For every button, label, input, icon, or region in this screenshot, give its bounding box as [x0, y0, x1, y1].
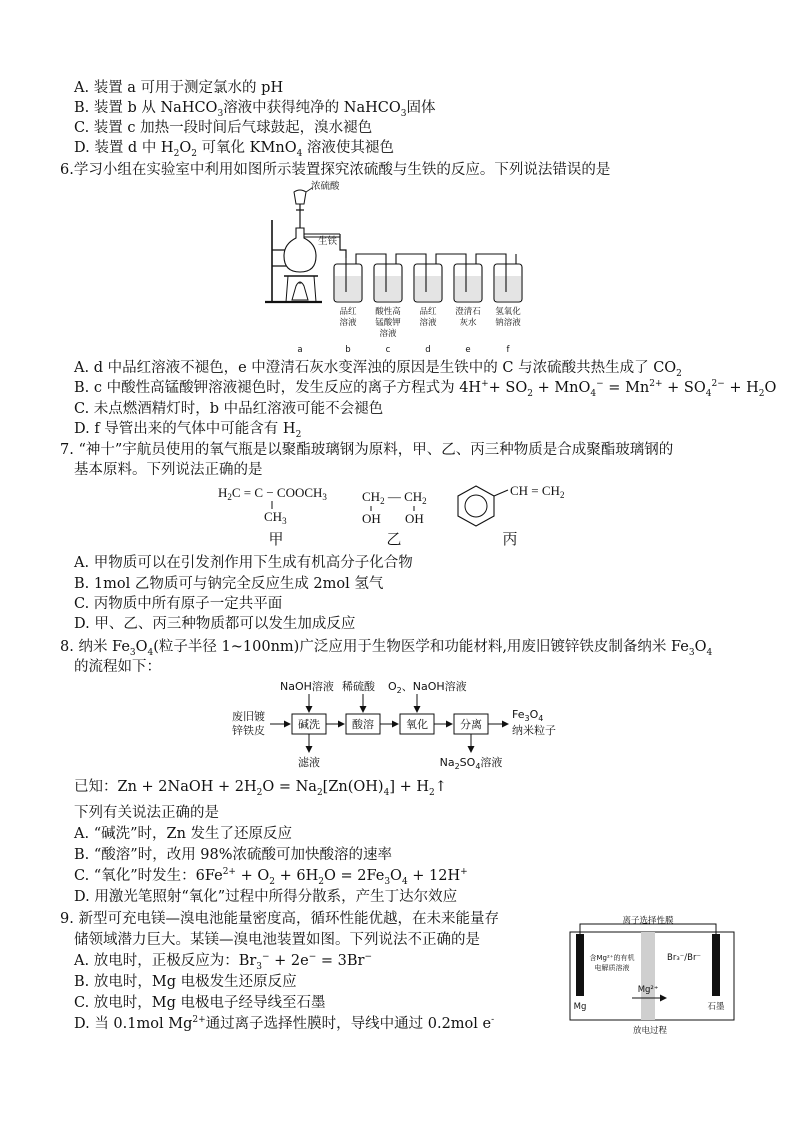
q8-option-c: C. “氧化”时发生：$6Fe^{2+} + O_2 + 6H_2O = 2Fe_3O_4 + 12H^+$ — [74, 867, 468, 887]
q5-d-text2: O — [179, 140, 192, 156]
q6-d-label-1: 品红 — [419, 307, 437, 317]
q9-mg-electrode — [576, 934, 584, 996]
q8-out-na2so4: $Na_2SO_4$溶液 — [439, 756, 503, 771]
q7-label-bing: 丙 — [502, 530, 518, 548]
q8-known-label: 已知： — [74, 779, 118, 795]
q6-bottle-c — [374, 264, 402, 302]
q6-b-eq4: + SO — [662, 380, 706, 396]
q6-option-b: B. c 中酸性高锰酸钾溶液褪色时，发生反应的离子方程式为 $4H^++ SO_2 + MnO_4^- = Mn^{2+} + SO_4^{2-} + H_2O$ — [74, 379, 777, 399]
q6-f-label-2: 钠溶液 — [495, 318, 521, 328]
q6-apparatus-figure — [262, 180, 542, 358]
q8-flowchart — [228, 676, 568, 774]
q6-letter-f: f — [506, 345, 510, 355]
q7-structure-bing — [458, 483, 564, 548]
q5-b-text1: B. 装置 b 从 NaHCO — [74, 100, 218, 116]
q9-option-a: A. 放电时，正极反应为：$Br_3^- + 2e^- = 3Br^-$ — [74, 952, 373, 972]
q8-known: 已知：Zn + 2NaOH + $2H_2O = Na_2[Zn(OH)_4]$ + $H_2↑$ — [74, 779, 447, 798]
q6-e-label-2: 灰水 — [459, 318, 477, 328]
q6-bottles — [334, 264, 522, 302]
q6-b-text: B. c 中酸性高锰酸钾溶液褪色时，发生反应的离子方程式为 4H — [74, 380, 482, 396]
q8-ask: 下列有关说法正确的是 — [74, 805, 219, 821]
q7-structure-yi — [362, 489, 427, 548]
q7-option-d: D. 甲、乙、丙三种物质都可以发生加成反应 — [74, 616, 356, 632]
q7-label-jia: 甲 — [268, 530, 284, 548]
q8-start-2: 锌铁皮 — [232, 724, 265, 737]
q6-d-label-2: 溶液 — [419, 318, 437, 328]
q8-reagent-acid: 稀硫酸 — [342, 680, 375, 693]
q6-option-d: D. f 导管出来的气体中可能含有 $H_2$ — [74, 421, 302, 440]
q6-c-label-1: 酸性高 — [375, 307, 401, 317]
q8-step-2: 酸溶 — [352, 718, 374, 731]
q7-option-b: B. 1mol 乙物质可与钠完全反应生成 2mol 氢气 — [74, 576, 384, 592]
q5-d-text3: 可氧化 KMnO — [196, 140, 297, 156]
q6-b-label-2: 溶液 — [339, 318, 357, 328]
q9-graphite-electrode — [712, 934, 720, 996]
q6-letter-a: a — [297, 345, 303, 355]
q6-b-label-1: 品红 — [339, 307, 357, 317]
q6-b-eq5: + H — [724, 380, 759, 396]
q9-stem-line1: 9. 新型可充电镁—溴电池能量密度高，循环性能优越，在未来能量存 — [60, 911, 499, 927]
q8-option-a: A. “碱洗”时，Zn 发生了还原反应 — [74, 826, 293, 842]
q9-ion-label: Mg²⁺ — [637, 985, 659, 995]
q9-membrane-label: 离子选择性膜 — [622, 916, 674, 926]
q5-d-text4: 溶液使其褪色 — [302, 140, 394, 156]
q9-left-sol-2: 电解质溶液 — [594, 964, 630, 972]
q5-b-text3: 固体 — [406, 100, 436, 116]
svg-text:CH = CH2: CH = $CH_2$ — [510, 483, 565, 500]
q7-option-c: C. 丙物质中所有原子一定共平面 — [74, 596, 283, 612]
q7-stem-line2: 基本原料。下列说法正确的是 — [74, 462, 263, 478]
q6-letter-c: c — [385, 345, 391, 355]
svg-text:CH3: $CH_3$ — [264, 509, 287, 526]
q6-b-eq1: + SO — [488, 380, 528, 396]
q5-option-a: A. 装置 a 可用于测定氯水的 pH — [74, 80, 284, 96]
q5-option-b: B. 装置 b 从 NaHCO$_3$溶液中获得纯净的 NaHCO$_3$固体 — [74, 100, 436, 119]
q6-c-label-3: 溶液 — [379, 329, 397, 339]
q9-left-sol-1: 含Mg²⁺的有机 — [589, 954, 635, 962]
q8-reagent-naoh: NaOH溶液 — [280, 680, 334, 693]
q5-option-c: C. 装置 c 加热一段时间后气球鼓起，溴水褪色 — [74, 120, 373, 136]
q9-stem-line2: 储领域潜力巨大。某镁—溴电池装置如图。下列说法不正确的是 — [74, 932, 480, 948]
q6-bottle-d — [414, 264, 442, 302]
q6-b-eq6: O — [764, 380, 777, 396]
q8-c-t1: C. “氧化”时发生：6Fe — [74, 868, 223, 884]
q9-option-b: B. 放电时，Mg 电极发生还原反应 — [74, 974, 297, 990]
q5-b-text2: 溶液中获得纯净的 NaHCO — [223, 100, 401, 116]
q6-iron-label: 生铁 — [318, 236, 338, 247]
svg-text:CH2 — CH2: $CH_2$ — $CH_2$ — [362, 489, 427, 506]
q8-stem-t2: O — [135, 639, 148, 655]
q7-structures-figure — [218, 480, 578, 550]
q8-step-4: 分离 — [460, 718, 482, 731]
q8-stem-t1: 8. 纳米 Fe — [60, 639, 130, 655]
q6-bottle-f — [494, 264, 522, 302]
q8-c-t6: + 12H — [407, 868, 461, 884]
q8-reagent-o2: $O_2$、NaOH溶液 — [388, 680, 467, 695]
q8-step-3: 氧化 — [406, 718, 428, 731]
q7-option-a: A. 甲物质可以在引发剂作用下生成有机高分子化合物 — [74, 555, 413, 571]
q6-option-a: A. d 中品红溶液不褪色，e 中澄清石灰水变浑浊的原因是生铁中的 C 与浓硫酸共热生成了 $CO_2$ — [74, 360, 682, 379]
q6-a-text: A. d 中品红溶液不褪色，e 中澄清石灰水变浑浊的原因是生铁中的 C 与浓硫酸共热生成了 CO — [74, 360, 677, 376]
q6-e-label-1: 澄清石 — [455, 307, 481, 317]
q5-d-text1: D. 装置 d 中 H — [74, 140, 174, 156]
q6-letter-b: b — [345, 345, 351, 355]
q9-a-t2: + 2e — [269, 953, 309, 969]
q8-out-filtrate: 滤液 — [298, 756, 320, 769]
q7-structure-jia — [218, 485, 327, 548]
q8-product-fe3o4: $Fe_3O_4$ — [512, 708, 544, 723]
q7-label-yi: 乙 — [386, 530, 402, 548]
q8-c-t5: O — [390, 868, 402, 884]
q5-option-d: D. 装置 d 中 $H_2O_2$ 可氧化 KMnO$_4$ 溶液使其褪色 — [74, 140, 394, 159]
q8-product-nano: 纳米粒子 — [512, 724, 556, 737]
svg-text:H2C = C − COOCH3: $H_2C = C$ − $COOCH_3$ — [218, 485, 327, 502]
q9-option-c: C. 放电时，Mg 电极电子经导线至石墨 — [74, 995, 326, 1011]
q8-known-eq4: ] + H — [389, 779, 429, 795]
q8-known-eq1: Zn + 2NaOH + 2H — [117, 779, 257, 795]
q8-known-eq2: O = Na — [262, 779, 317, 795]
q8-c-t2: + O — [235, 868, 270, 884]
q6-option-c: C. 未点燃酒精灯时，b 中品红溶液可能不会褪色 — [74, 401, 384, 417]
q9-option-d: D. 当 0.1mol $Mg^{2+}$通过离子选择性膜时，导线中通过 0.2mol e- — [74, 1015, 495, 1032]
q6-acid-label: 浓硫酸 — [311, 181, 340, 192]
q8-stem-t4: O — [694, 639, 707, 655]
q8-c-t4: O = 2Fe — [323, 868, 385, 884]
q8-step-1: 碱洗 — [298, 718, 320, 731]
q9-caption: 放电过程 — [632, 1026, 668, 1036]
q6-bottle-e — [454, 264, 482, 302]
q8-stem-line1: 8. 纳米 $Fe_3O_4$(粒子半径 1~100nm)广泛应用于生物医学和功能材料,用废旧镀锌铁皮制备纳米 $Fe_3O_4$ — [60, 639, 713, 658]
q9-right-sol: Br₃⁻/Br⁻ — [667, 953, 701, 963]
q6-f-label-1: 氢氧化 — [495, 307, 521, 317]
q8-stem-t3: (粒子半径 1~100nm)广泛应用于生物医学和功能材料,用废旧镀锌铁皮制备纳米 Fe — [153, 639, 689, 655]
q6-letter-e: e — [465, 345, 471, 355]
q6-d-text: D. f 导管出来的气体中可能含有 H — [74, 421, 296, 437]
q9-membrane — [641, 932, 655, 1020]
q8-option-d: D. 用激光笔照射“氧化”过程中所得分散系，产生丁达尔效应 — [74, 889, 458, 905]
q8-start-1: 废旧镀 — [232, 710, 265, 723]
q8-known-eq3: [Zn(OH) — [322, 779, 384, 795]
q9-a-t3: = 3Br — [316, 953, 365, 969]
q6-b-eq3: = Mn — [603, 380, 650, 396]
q8-known-eq5: ↑ — [434, 779, 447, 795]
svg-text:OH: OH — [362, 511, 381, 526]
q6-bottle-b — [334, 264, 362, 302]
q8-stem-line2: 的流程如下： — [74, 659, 161, 675]
q7-stem-line1: 7. “神十”宇航员使用的氧气瓶是以聚酯玻璃钢为原料，甲、乙、丙三种物质是合成聚酯玻璃钢的 — [60, 442, 674, 458]
q6-stem: 6.学习小组在实验室中利用如图所示装置探究浓硫酸与生铁的反应。下列说法错误的是 — [60, 162, 611, 178]
q9-mg-label: Mg — [573, 1002, 587, 1012]
q8-c-t3: + 6H — [274, 868, 319, 884]
q9-a-t1: A. 放电时，正极反应为：Br — [74, 953, 257, 969]
q9-d-t2: 通过离子选择性膜时，导线中通过 0.2mol e — [205, 1016, 492, 1032]
q9-battery-figure — [566, 912, 742, 1038]
q9-d-t1: D. 当 0.1mol Mg — [74, 1016, 193, 1032]
q9-graphite-label: 石墨 — [707, 1002, 725, 1012]
svg-text:OH: OH — [405, 511, 424, 526]
q8-option-b: B. “酸溶”时，改用 98%浓硫酸可加快酸溶的速率 — [74, 847, 393, 863]
q6-c-label-2: 锰酸钾 — [375, 318, 401, 328]
q6-letter-d: d — [425, 345, 431, 355]
q6-b-eq2: + MnO — [532, 380, 591, 396]
